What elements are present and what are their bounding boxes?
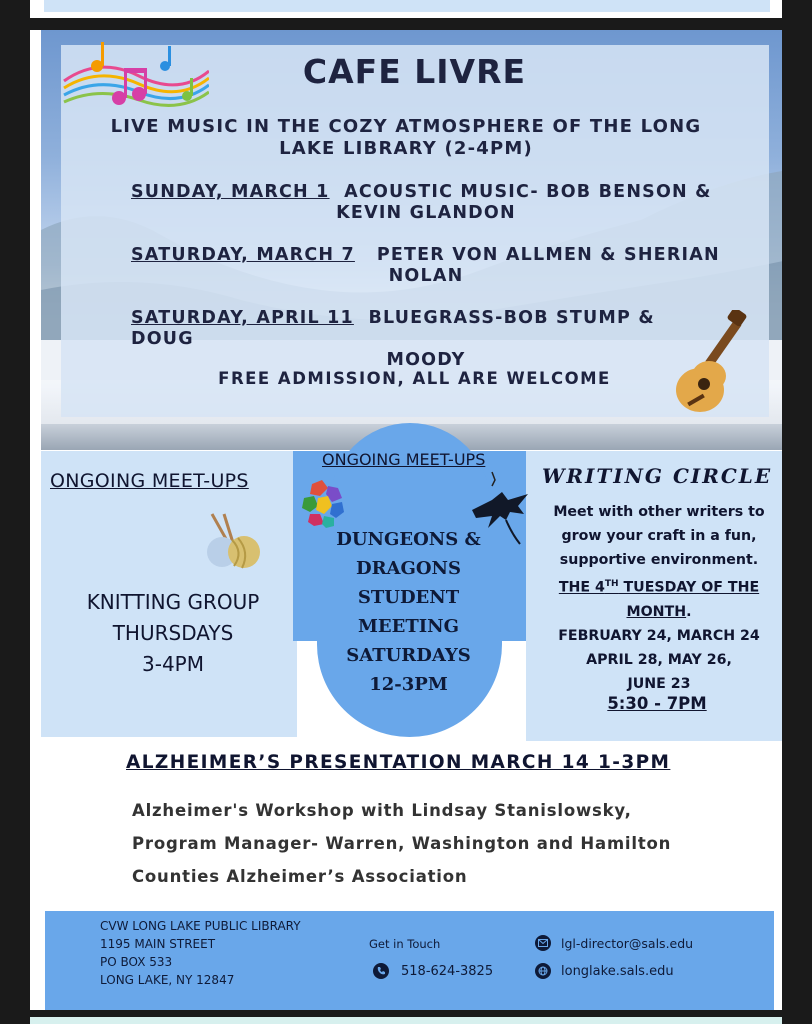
address-street: 1195 MAIN STREET bbox=[100, 937, 216, 951]
email-icon bbox=[535, 935, 551, 951]
phone-contact[interactable] bbox=[373, 963, 493, 979]
alzheimers-title: ALZHEIMER’S PRESENTATION MARCH 14 1-3PM bbox=[126, 752, 671, 773]
writing-desc: Meet with other writers to bbox=[553, 504, 765, 520]
writing-desc: grow your craft in a fun, bbox=[561, 528, 757, 544]
event-performers: PETER VON ALLMEN & SHERIAN bbox=[376, 245, 720, 265]
event-date: SATURDAY, APRIL 11 bbox=[131, 308, 354, 328]
alzheimers-line: Program Manager- Warren, Washington and Hamilton bbox=[132, 834, 672, 853]
event-item bbox=[131, 182, 721, 224]
address-pobox: PO BOX 533 bbox=[100, 955, 173, 969]
knitting-title: KNITTING GROUP bbox=[86, 590, 260, 614]
dnd-day: SATURDAYS bbox=[346, 645, 471, 666]
writing-circle-details bbox=[536, 500, 782, 696]
cafe-livre-hero bbox=[41, 30, 782, 450]
writing-desc: supportive environment. bbox=[559, 552, 759, 568]
flyer-page bbox=[30, 30, 782, 1010]
writing-schedule-cont: MONTH. bbox=[626, 603, 692, 620]
dnd-line: DUNGEONS & bbox=[336, 529, 481, 550]
writing-schedule: THE 4TH TUESDAY OF THE bbox=[558, 579, 760, 596]
email-address[interactable]: lgl-director@sals.edu bbox=[561, 935, 694, 951]
writing-dates: FEBRUARY 24, MARCH 24 bbox=[558, 627, 760, 644]
address-city: LONG LAKE, NY 12847 bbox=[100, 973, 235, 987]
alzheimers-line: Counties Alzheimer’s Association bbox=[132, 867, 468, 886]
website-contact[interactable] bbox=[535, 963, 674, 979]
library-address bbox=[100, 917, 301, 989]
event-performers: BLUEGRASS-BOB STUMP & DOUG bbox=[131, 308, 655, 349]
phone-icon bbox=[373, 963, 389, 979]
next-page-strip bbox=[30, 1017, 782, 1024]
knitting-day: THURSDAYS bbox=[112, 621, 234, 645]
dnd-time: 12-3PM bbox=[369, 674, 448, 695]
writing-circle-title: WRITING CIRCLE bbox=[541, 464, 773, 488]
hero-subtitle: LIVE MUSIC IN THE COZY ATMOSPHERE OF THE LONG LAKE LIBRARY (2-4PM) bbox=[110, 116, 702, 159]
event-performers-cont: KEVIN GLANDON bbox=[336, 203, 516, 223]
dnd-heading: ONGOING MEET-UPS bbox=[322, 450, 486, 469]
alzheimers-line: Alzheimer's Workshop with Lindsay Stanislowsky, bbox=[132, 801, 632, 820]
dnd-details bbox=[316, 525, 501, 699]
phone-number[interactable]: 518-624-3825 bbox=[401, 963, 494, 979]
admission-note: FREE ADMISSION, ALL ARE WELCOME bbox=[218, 369, 611, 388]
yarn-knitting-icon bbox=[202, 512, 264, 570]
event-performers-cont: MOODY bbox=[386, 350, 466, 370]
library-name: CVW LONG LAKE PUBLIC LIBRARY bbox=[100, 919, 301, 933]
writing-dates: JUNE 23 bbox=[627, 675, 691, 692]
dice-icon bbox=[298, 480, 346, 528]
website-url[interactable]: longlake.sals.edu bbox=[561, 963, 674, 979]
writing-dates: APRIL 28, MAY 26, bbox=[586, 651, 732, 668]
email-contact[interactable] bbox=[535, 935, 693, 951]
dnd-line: MEETING bbox=[357, 616, 459, 637]
event-date: SUNDAY, MARCH 1 bbox=[131, 182, 330, 202]
hero-title: CAFE LIVRE bbox=[302, 52, 527, 91]
knitting-heading: ONGOING MEET-UPS bbox=[50, 470, 249, 492]
dnd-line: DRAGONS bbox=[355, 558, 462, 579]
contact-footer bbox=[45, 911, 774, 1010]
previous-page-strip bbox=[30, 0, 782, 18]
dnd-line: STUDENT bbox=[357, 587, 460, 608]
alzheimers-details bbox=[132, 794, 732, 893]
event-performers-cont: NOLAN bbox=[388, 266, 464, 286]
event-date: SATURDAY, MARCH 7 bbox=[131, 245, 355, 265]
event-performers: ACOUSTIC MUSIC- BOB BENSON & bbox=[344, 182, 712, 202]
get-in-touch-label: Get in Touch bbox=[369, 937, 441, 951]
writing-circle-time: 5:30 - 7PM bbox=[607, 694, 707, 713]
knitting-time: 3-4PM bbox=[142, 652, 204, 676]
knitting-details bbox=[58, 587, 288, 680]
event-item bbox=[131, 308, 721, 371]
globe-icon bbox=[535, 963, 551, 979]
event-item bbox=[131, 245, 721, 287]
